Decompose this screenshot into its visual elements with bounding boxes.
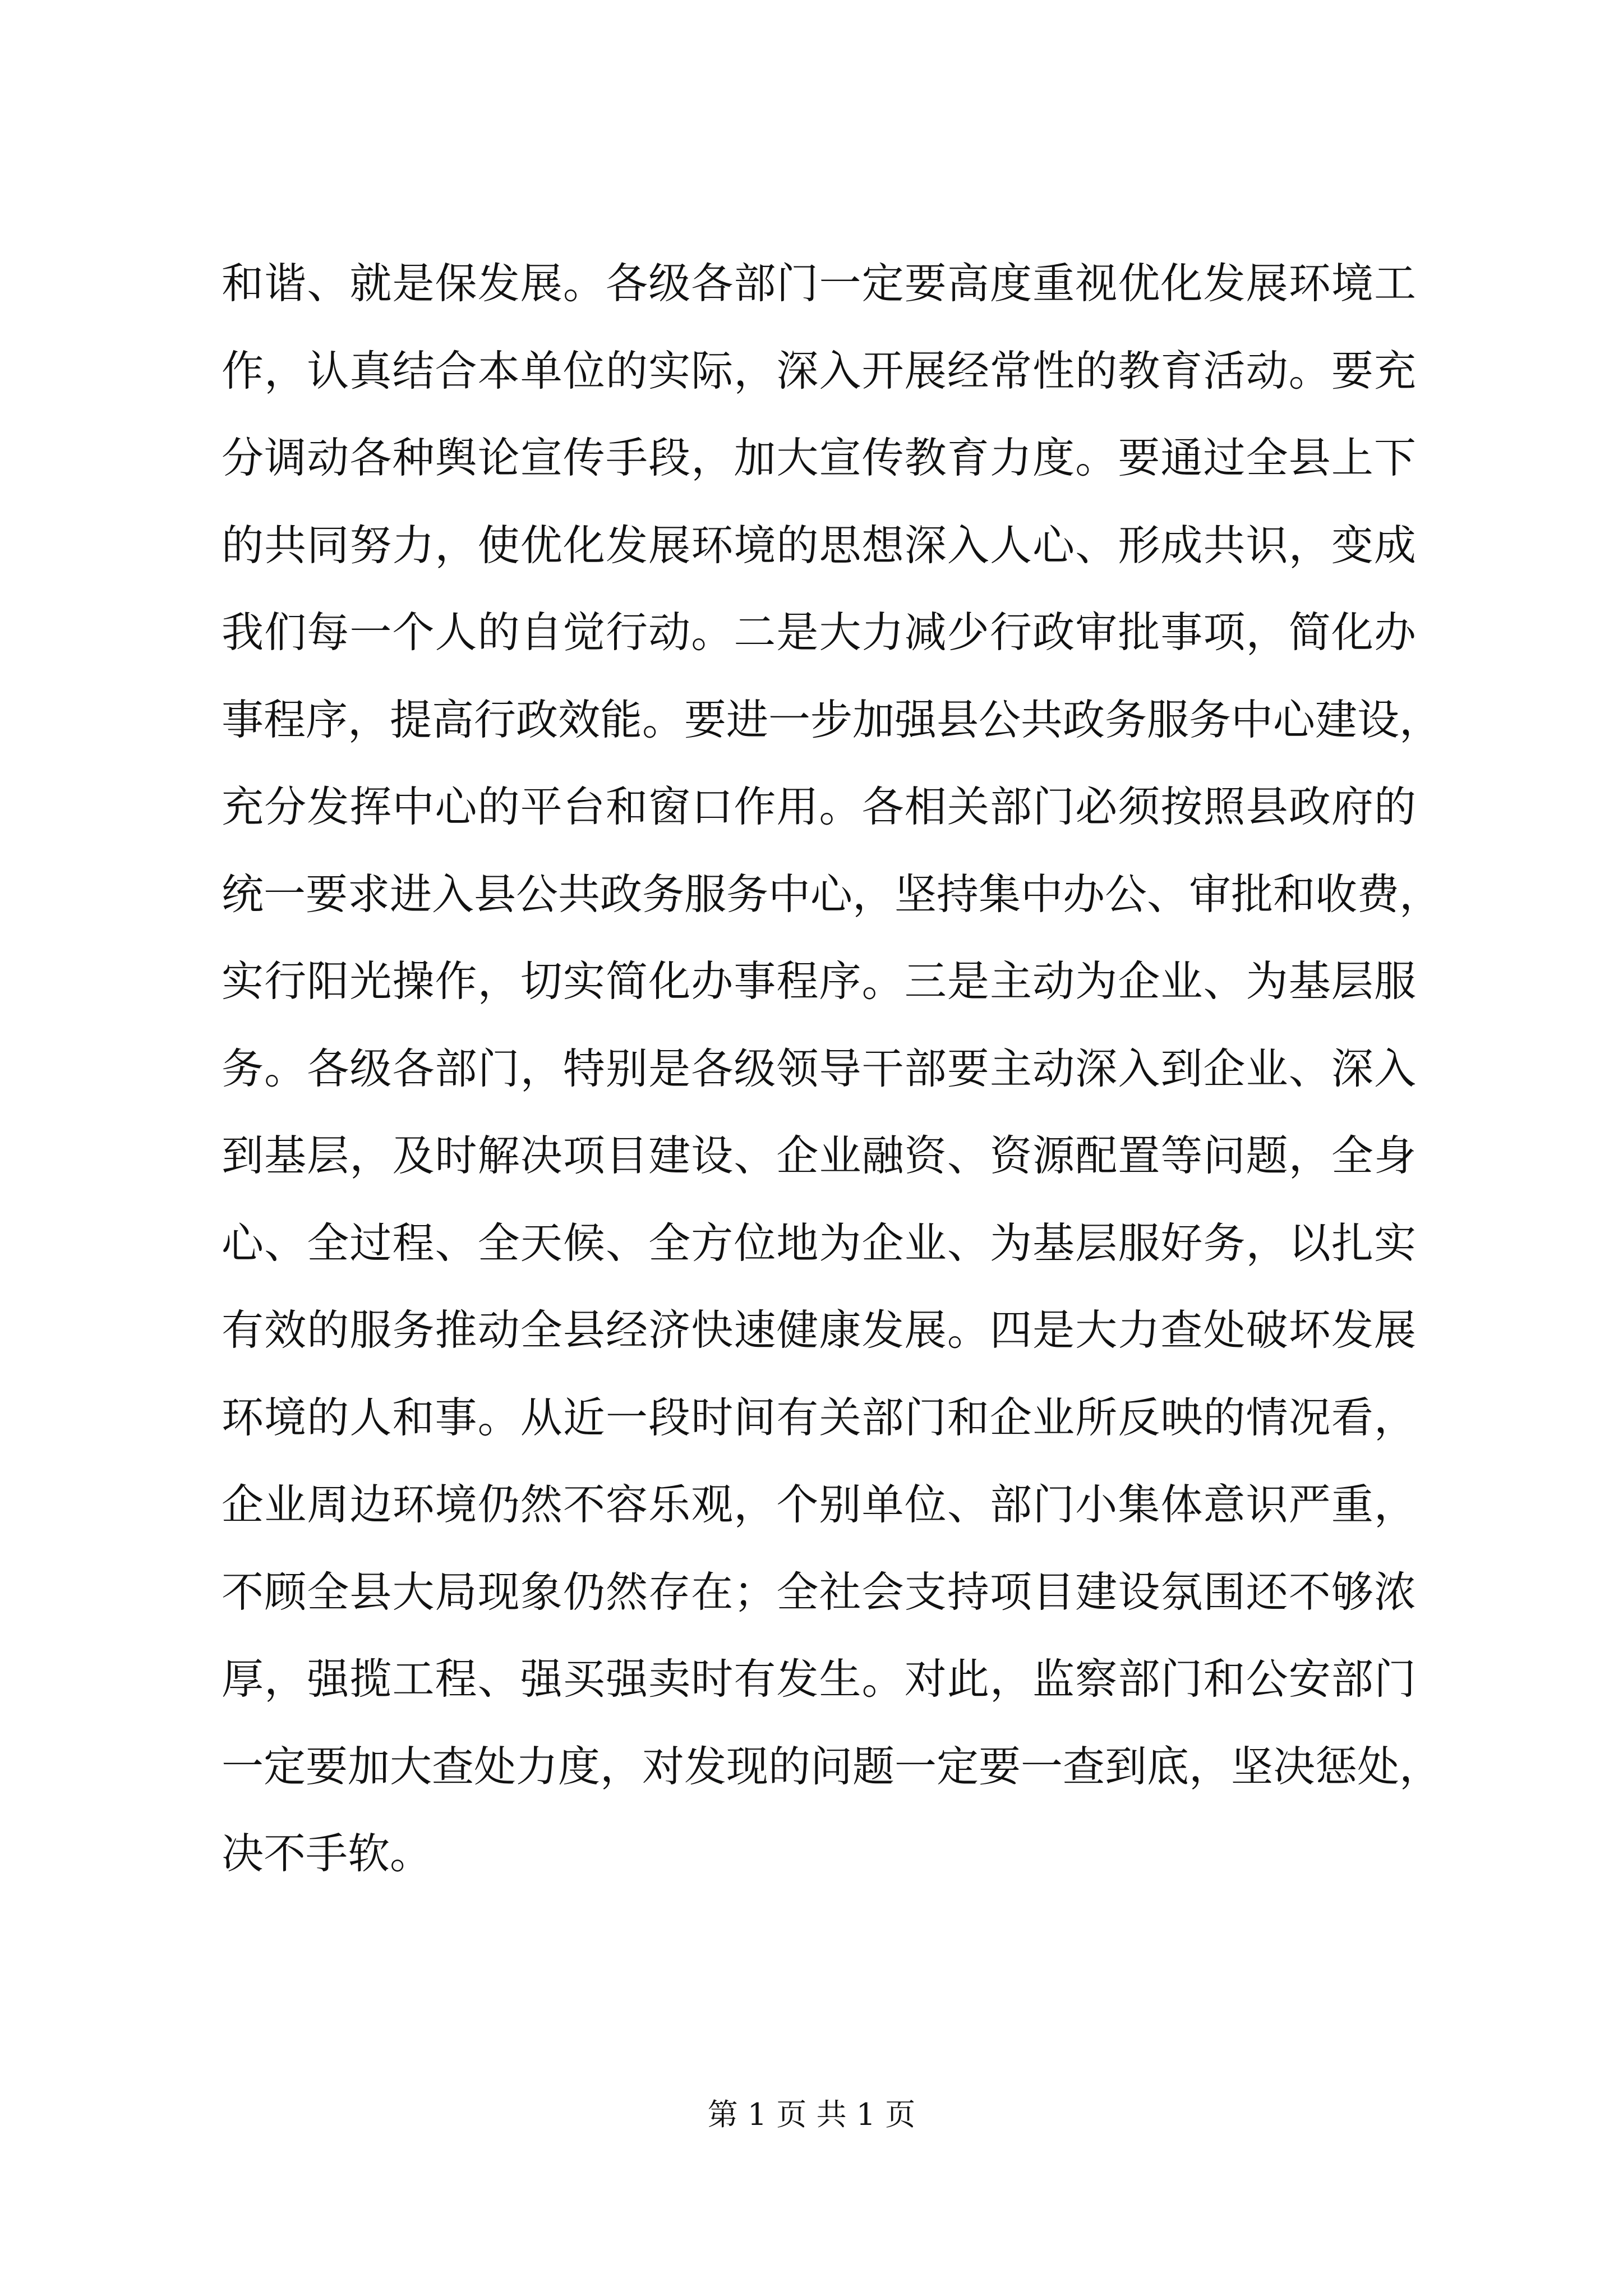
paragraph-line: 不顾全县大局现象仍然存在；全社会支持项目建设氛围还不够浓 xyxy=(222,1567,1416,1617)
paragraph-line: 厚，强揽工程、强买强卖时有发生。对此，监察部门和公安部门 xyxy=(222,1654,1416,1704)
paragraph-line: 有效的服务推动全县经济快速健康发展。四是大力查处破坏发展 xyxy=(222,1305,1416,1355)
paragraph-line: 心、全过程、全天候、全方位地为企业、为基层服好务，以扎实 xyxy=(222,1218,1416,1268)
paragraph-line: 实行阳光操作，切实简化办事程序。三是主动为企业、为基层服 xyxy=(222,956,1416,1006)
paragraph-line: 充分发挥中心的平台和窗口作用。各相关部门必须按照县政府的 xyxy=(222,782,1416,831)
paragraph-line: 和谐、就是保发展。各级各部门一定要高度重视优化发展环境工 xyxy=(222,259,1416,308)
paragraph-line: 分调动各种舆论宣传手段，加大宣传教育力度。要通过全县上下 xyxy=(222,433,1416,482)
paragraph-line: 的共同努力，使优化发展环境的思想深入人心、形成共识，变成 xyxy=(222,520,1416,570)
paragraph-line: 作，认真结合本单位的实际，深入开展经常性的教育活动。要充 xyxy=(222,346,1416,395)
body-paragraph xyxy=(222,255,1442,1913)
paragraph-line: 企业周边环境仍然不容乐观，个别单位、部门小集体意识严重， xyxy=(222,1480,1416,1529)
page-footer: 第 1 页 共 1 页 xyxy=(707,2097,916,2132)
paragraph-line: 到基层，及时解决项目建设、企业融资、资源配置等问题，全身 xyxy=(222,1131,1416,1180)
paragraph-line: 统一要求进入县公共政务服务中心，坚持集中办公、审批和收费， xyxy=(222,869,1442,919)
paragraph-line: 环境的人和事。从近一段时间有关部门和企业所反映的情况看， xyxy=(222,1392,1416,1442)
paragraph-line: 我们每一个人的自觉行动。二是大力减少行政审批事项，简化办 xyxy=(222,608,1416,657)
paragraph-line: 一定要加大查处力度，对发现的问题一定要一查到底，坚决惩处， xyxy=(222,1741,1442,1791)
paragraph-line: 决不手软。 xyxy=(222,1829,432,1878)
paragraph-line: 事程序，提高行政效能。要进一步加强县公共政务服务中心建设， xyxy=(222,694,1442,744)
paragraph-line: 务。各级各部门，特别是各级领导干部要主动深入到企业、深入 xyxy=(222,1043,1416,1093)
